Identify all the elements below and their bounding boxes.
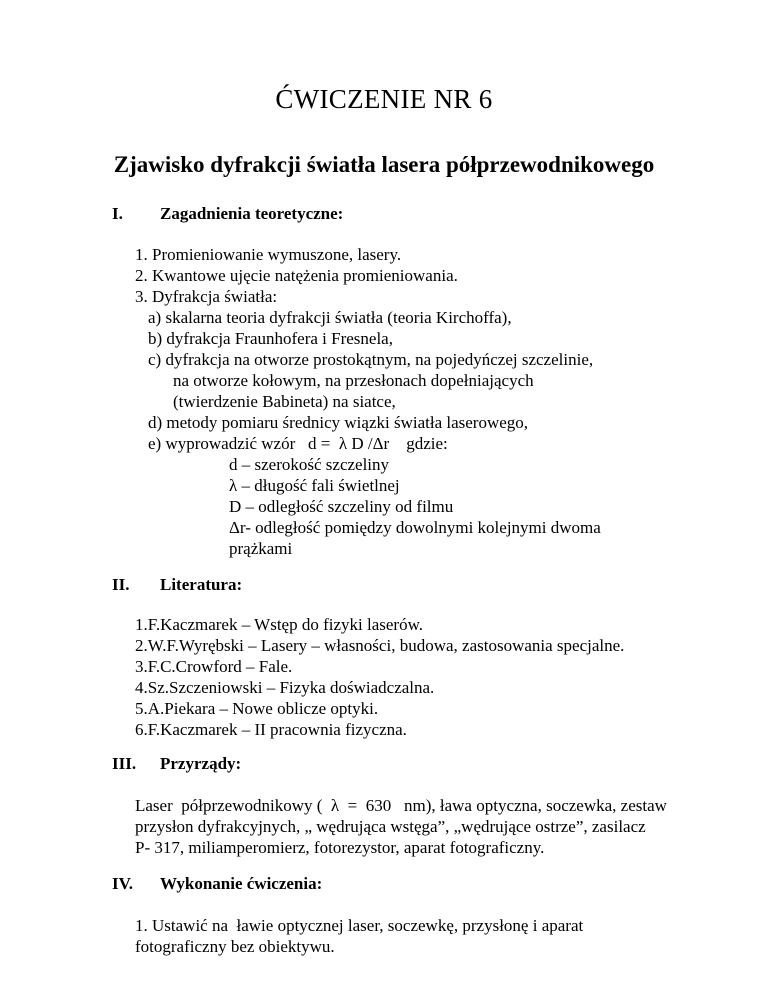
document-subtitle: Zjawisko dyfrakcji światła lasera półprzewodnikowego bbox=[113, 152, 655, 177]
list-item: 2. Kwantowe ujęcie natężenia promieniowania. bbox=[135, 266, 458, 285]
list-item: 4.Sz.Szczeniowski – Fizyka doświadczalna. bbox=[135, 678, 435, 697]
paragraph-line: P- 317, miliamperomierz, fotorezystor, aparat fotograficzny. bbox=[135, 838, 545, 857]
list-item: d – szerokość szczeliny bbox=[229, 455, 390, 474]
list-item: Δr- odległość pomiędzy dowolnymi kolejnymi dwoma bbox=[229, 518, 601, 537]
list-item: b) dyfrakcja Fraunhofera i Fresnela, bbox=[148, 329, 393, 348]
paragraph-line: 1. Ustawić na ławie optycznej laser, soczewkę, przysłonę i aparat bbox=[135, 916, 584, 935]
section-heading-4: Wykonanie ćwiczenia: bbox=[160, 874, 323, 893]
section-heading-3: Przyrządy: bbox=[160, 754, 242, 773]
list-item: (twierdzenie Babineta) na siatce, bbox=[173, 392, 396, 411]
document-title: ĆWICZENIE NR 6 bbox=[275, 84, 493, 114]
list-item: 1. Promieniowanie wymuszone, lasery. bbox=[135, 245, 402, 264]
list-item: 6.F.Kaczmarek – II pracownia fizyczna. bbox=[135, 720, 407, 739]
list-item: 3.F.C.Crowford – Fale. bbox=[135, 657, 293, 676]
paragraph-line: Laser półprzewodnikowy ( λ = 630 nm), ława optyczna, soczewka, zestaw bbox=[135, 796, 667, 815]
list-item: 5.A.Piekara – Nowe oblicze optyki. bbox=[135, 699, 379, 718]
section-number-3: III. bbox=[112, 754, 137, 773]
section-number-2: II. bbox=[112, 575, 130, 594]
paragraph-line: fotograficzny bez obiektywu. bbox=[135, 937, 335, 956]
list-item: prążkami bbox=[229, 539, 293, 558]
section-number-4: IV. bbox=[112, 874, 133, 893]
list-item: na otworze kołowym, na przesłonach dopełniających bbox=[173, 371, 534, 390]
list-item: e) wyprowadzić wzór d = λ D /Δr gdzie: bbox=[148, 434, 448, 453]
list-item: 3. Dyfrakcja światła: bbox=[135, 287, 278, 306]
section-heading-2: Literatura: bbox=[160, 575, 243, 594]
section-heading-1: Zagadnienia teoretyczne: bbox=[160, 204, 344, 223]
list-item: 2.W.F.Wyrębski – Lasery – własności, budowa, zastosowania specjalne. bbox=[135, 636, 625, 655]
paragraph-line: przysłon dyfrakcyjnych, „ wędrująca wstęga”, „wędrujące ostrze”, zasilacz bbox=[135, 817, 646, 836]
list-item: λ – długość fali świetlnej bbox=[229, 476, 400, 495]
list-item: d) metody pomiaru średnicy wiązki światła laserowego, bbox=[148, 413, 529, 432]
list-item: D – odległość szczeliny od filmu bbox=[229, 497, 454, 516]
section-number-1: I. bbox=[112, 204, 123, 223]
list-item: 1.F.Kaczmarek – Wstęp do fizyki laserów. bbox=[135, 615, 424, 634]
list-item: c) dyfrakcja na otworze prostokątnym, na pojedyńczej szczelinie, bbox=[148, 350, 594, 369]
list-item: a) skalarna teoria dyfrakcji światła (teoria Kirchoffa), bbox=[148, 308, 512, 327]
